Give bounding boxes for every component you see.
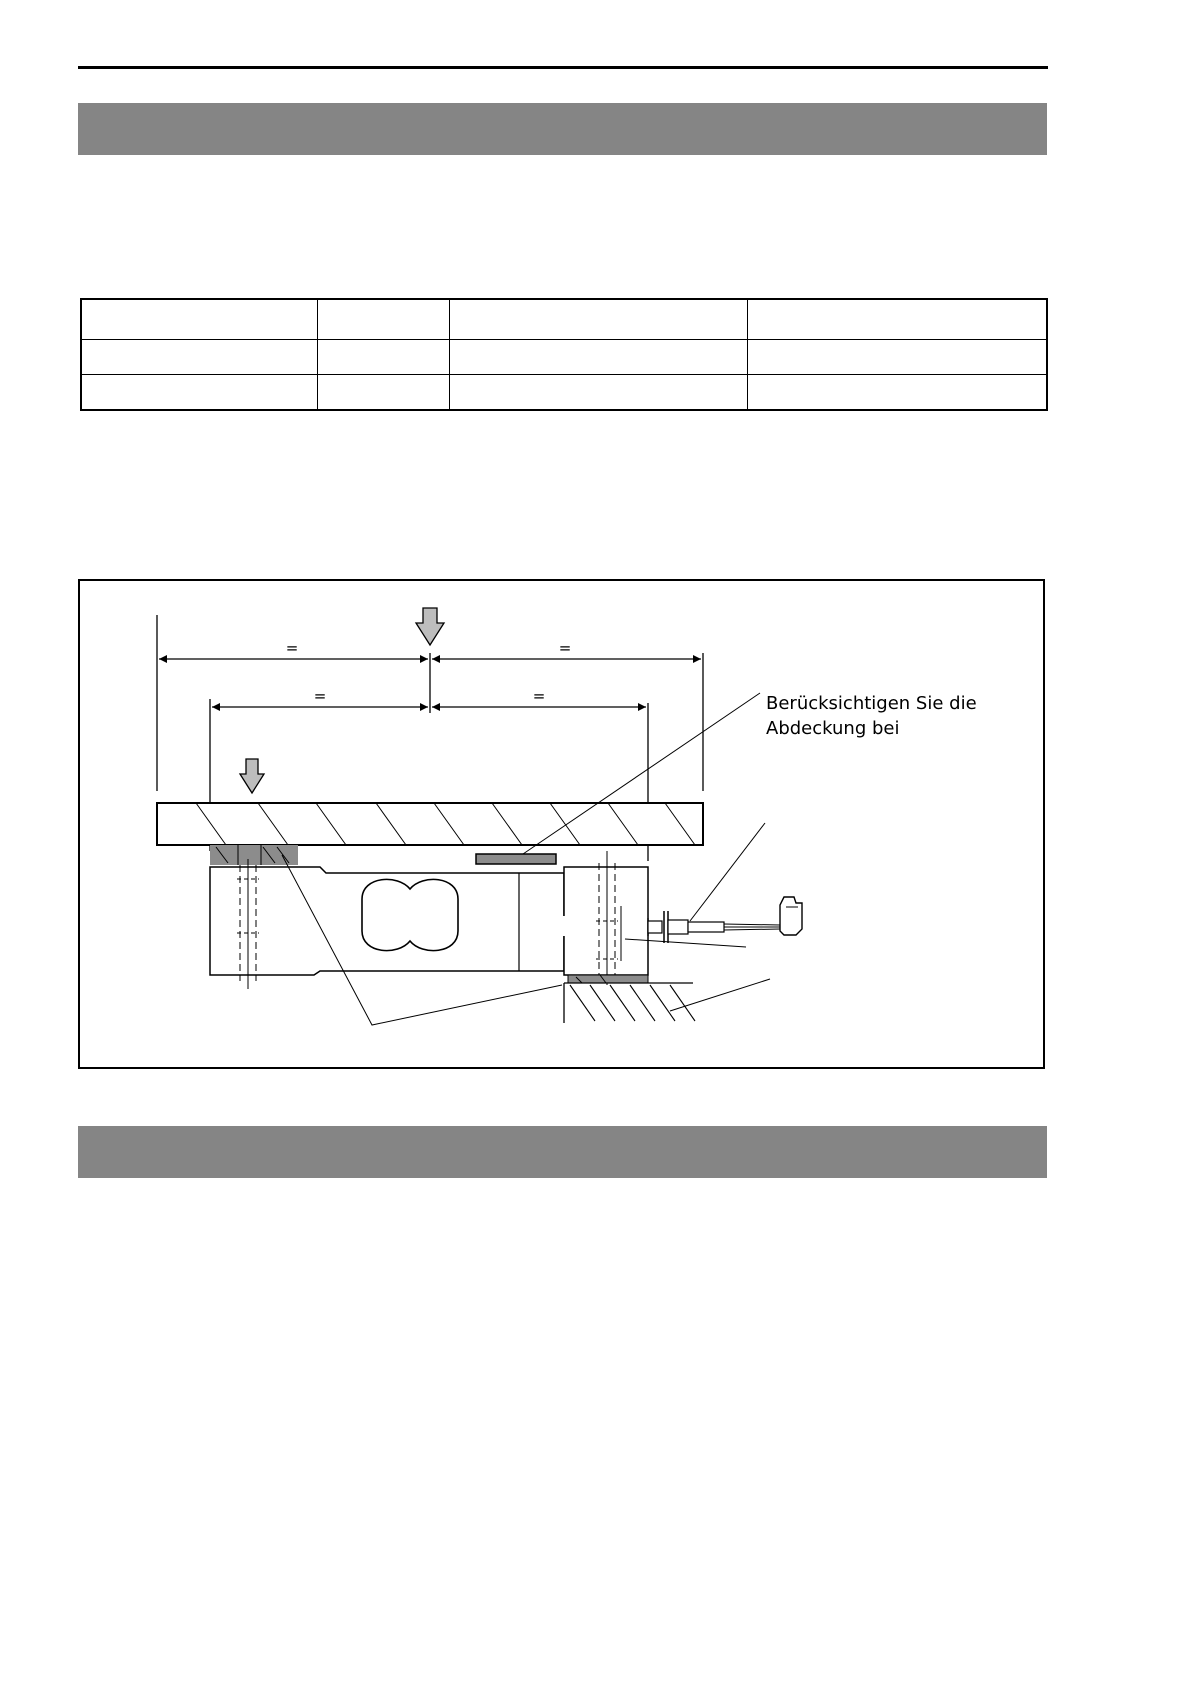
table-row <box>81 374 1047 410</box>
table-cell <box>81 299 318 339</box>
equal-sign-inner-right: = <box>532 687 546 705</box>
spacer-fill <box>210 845 298 865</box>
table-cell <box>81 374 318 410</box>
table-cell <box>81 339 318 374</box>
top-rule <box>78 66 1048 69</box>
section-header-bar-1 <box>78 103 1047 155</box>
table-cell <box>449 339 747 374</box>
down-arrow-icon <box>416 608 444 645</box>
note-line-1: Berücksichtigen Sie die <box>766 693 977 714</box>
table-cell <box>748 374 1047 410</box>
load-cell-mounting-diagram <box>78 579 1045 1069</box>
foundation <box>564 983 695 1023</box>
spacer-block-left <box>210 845 298 865</box>
cable-connector <box>648 897 802 943</box>
equal-sign-outer-left: = <box>285 639 299 657</box>
spacer-fill <box>568 975 648 983</box>
equal-sign-outer-right: = <box>558 639 572 657</box>
load-cell-body <box>210 851 648 989</box>
cover-strip <box>476 854 556 864</box>
table-row <box>81 339 1047 374</box>
table-cell <box>449 374 747 410</box>
equal-sign-inner-left: = <box>313 687 327 705</box>
table-cell <box>318 339 450 374</box>
spec-table <box>80 298 1048 411</box>
spacer-block-right <box>568 975 648 983</box>
diagram-svg <box>80 581 1047 1071</box>
load-platform <box>157 803 703 845</box>
table-cell <box>748 299 1047 339</box>
table-cell <box>748 339 1047 374</box>
table-cell <box>449 299 747 339</box>
note-line-2: Abdeckung bei <box>766 718 900 739</box>
table-cell <box>318 299 450 339</box>
down-arrow-icon <box>240 759 264 793</box>
table-cell <box>318 374 450 410</box>
table-row <box>81 299 1047 339</box>
section-header-bar-2 <box>78 1126 1047 1178</box>
